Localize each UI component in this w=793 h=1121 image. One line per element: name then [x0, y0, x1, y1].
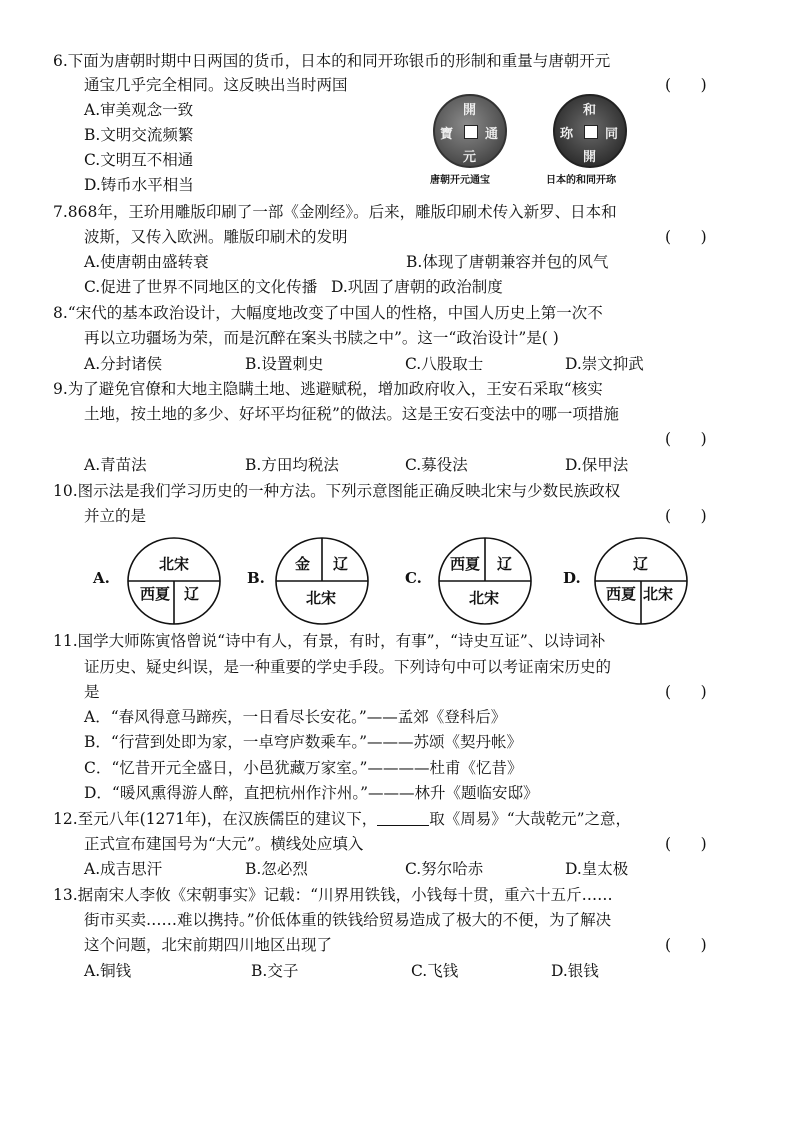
q11-option-c: C．“忆昔开元全盛日，小邑犹藏万家室。”————杜甫《忆昔》 — [84, 759, 523, 777]
coin-char-left: 寶 — [440, 127, 454, 142]
q9-option-a: A.青苗法 — [84, 456, 147, 474]
q10-diagram-b-top-right: 辽 — [333, 555, 349, 573]
q10-diagram-c-letter: C. — [405, 569, 422, 587]
q12-line-1-start: 12.至元八年(1271年)，在汉族儒臣的建议下， — [53, 810, 378, 828]
q6-option-a: A.审美观念一致 — [84, 101, 194, 119]
q10-line-1: 10.图示法是我们学习历史的一种方法。下列示意图能正确反映北宋与少数民族政权 — [53, 482, 621, 500]
q10-diagram-c-top-right: 辽 — [497, 555, 513, 573]
coin-square-hole — [584, 125, 598, 139]
q12-line-1 — [53, 808, 631, 830]
q13-answer-paren: ( ) — [665, 936, 707, 954]
q10-diagram-a-top: 北宋 — [159, 555, 190, 573]
q6-line-2: 通宝几乎完全相同。这反映出当时两国 — [84, 76, 348, 94]
q13-option-d: D.银钱 — [551, 962, 599, 980]
q8-option-c: C.八股取士 — [405, 355, 484, 373]
q10-diagram-b-top-left: 金 — [295, 555, 311, 573]
q9-option-b: B.方田均税法 — [245, 456, 339, 474]
q6-answer-paren: ( ) — [665, 76, 707, 94]
q8-line-1: 8.“宋代的基本政治设计，大幅度地改变了中国人的性格，中国人历史上第一次不 — [53, 304, 603, 322]
q10-diagram-c-bottom: 北宋 — [469, 589, 500, 607]
q11-line-2: 证历史、疑史纠误，是一种重要的学史手段。下列诗句中可以考证南宋历史的 — [84, 658, 612, 676]
q12-line-1-end: 取《周易》“大哉乾元”之意， — [429, 810, 632, 828]
q13-option-c: C.飞钱 — [411, 962, 459, 980]
q9-option-c: C.募役法 — [405, 456, 468, 474]
q10-diagram-d-letter: D. — [563, 569, 581, 587]
coin-char-right: 同 — [605, 127, 619, 142]
q10-diagram-a-circle — [126, 536, 222, 626]
q10-diagram-d-bottom-right: 北宋 — [643, 585, 674, 603]
coin-char-left: 珎 — [560, 127, 574, 142]
coin-char-right: 通 — [485, 127, 499, 142]
q7-answer-paren: ( ) — [665, 228, 707, 246]
q7-option-b: B.体现了唐朝兼容并包的风气 — [406, 253, 609, 271]
kaiyuan-coin-caption: 唐朝开元通宝 — [430, 175, 490, 186]
q8-line-2: 再以立功疆场为荣，而是沉醉在案头书牍之中”。这一“政治设计”是( ) — [84, 329, 559, 347]
q12-line-2: 正式宣布建国号为“大元”。横线处应填入 — [84, 835, 364, 853]
q10-line-2: 并立的是 — [84, 507, 147, 525]
q9-answer-paren: ( ) — [665, 430, 707, 448]
coin-char-top: 和 — [583, 103, 597, 118]
q6-option-d: D.铸币水平相当 — [84, 176, 194, 194]
q12-option-d: D.皇太极 — [565, 860, 629, 878]
coin-char-bottom: 開 — [583, 150, 597, 165]
q12-answer-paren: ( ) — [665, 835, 707, 853]
q11-option-a: A．“春风得意马蹄疾，一日看尽长安花。”——孟郊《登科后》 — [84, 708, 507, 726]
q10-diagram-d-circle — [593, 536, 689, 626]
q6-option-c: C.文明互不相通 — [84, 151, 194, 169]
q8-option-d: D.崇文抑武 — [565, 355, 644, 373]
q13-line-1: 13.据南宋人李攸《宋朝事实》记载：“川界用铁钱，小钱每十贯，重六十五斤…… — [53, 886, 613, 904]
q8-option-a: A.分封诸侯 — [84, 355, 163, 373]
q9-line-1: 9.为了避免官僚和大地主隐瞒土地、逃避赋税，增加政府收入，王安石采取“核实 — [53, 380, 603, 398]
coin-char-top: 開 — [463, 103, 477, 118]
q13-line-3: 这个问题，北宋前期四川地区出现了 — [84, 936, 333, 954]
q6-option-b: B.文明交流频繁 — [84, 126, 194, 144]
q7-line-2: 波斯，又传入欧洲。雕版印刷术的发明 — [84, 228, 348, 246]
q10-answer-paren: ( ) — [665, 507, 707, 525]
q10-diagram-b-bottom: 北宋 — [306, 589, 337, 607]
q10-diagram-c-circle — [437, 536, 533, 626]
kaiyuan-tongbao-coin-image — [433, 94, 507, 168]
wado-coin-caption: 日本的和同开珎 — [546, 175, 616, 186]
q10-diagram-c-top-left: 西夏 — [450, 555, 481, 573]
q10-diagram-d-top: 辽 — [633, 555, 649, 573]
q10-diagram-d-bottom-left: 西夏 — [606, 585, 637, 603]
q11-line-1: 11.国学大师陈寅恪曾说“诗中有人，有景，有时，有事”，“诗史互证”、以诗词补 — [53, 632, 606, 650]
q7-line-1: 7.868年，王玠用雕版印刷了一部《金刚经》。后来，雕版印刷术传入新罗、日本和 — [53, 203, 617, 221]
q11-option-b: B．“行营到处即为家，一卓穹庐数乘车。”———苏颂《契丹帐》 — [84, 733, 522, 751]
q10-diagram-b-letter: B. — [247, 569, 265, 587]
q10-diagram-a-letter: A. — [93, 569, 110, 587]
wado-kaichin-coin-image — [553, 94, 627, 168]
q12-option-b: B.忽必烈 — [245, 860, 308, 878]
coin-char-bottom: 元 — [463, 150, 477, 165]
q12-fill-blank — [377, 811, 429, 826]
q11-line-3: 是 — [84, 683, 100, 701]
coin-square-hole — [464, 125, 478, 139]
q11-option-d: D．“暖风熏得游人醉，直把杭州作汴州。”———林升《题临安邸》 — [84, 784, 539, 802]
q9-line-2: 土地，按土地的多少、好坏平均征税”的做法。这是王安石变法中的哪一项措施 — [84, 405, 619, 423]
q13-line-2: 街市买卖……难以携持。”价低体重的铁钱给贸易造成了极大的不便，为了解决 — [84, 911, 612, 929]
q7-option-d: D.巩固了唐朝的政治制度 — [331, 278, 503, 296]
q10-diagram-a-bottom-right: 辽 — [184, 585, 200, 603]
q10-diagram-a-bottom-left: 西夏 — [140, 585, 171, 603]
q10-diagram-b-circle — [274, 536, 370, 626]
q8-option-b: B.设置刺史 — [245, 355, 324, 373]
q7-option-c: C.促进了世界不同地区的文化传播 — [84, 278, 318, 296]
q11-answer-paren: ( ) — [665, 683, 707, 701]
q12-option-c: C.努尔哈赤 — [405, 860, 484, 878]
q6-line-1: 6.下面为唐朝时期中日两国的货币，日本的和同开珎银币的形制和重量与唐朝开元 — [53, 52, 611, 70]
q13-option-b: B.交子 — [251, 962, 299, 980]
q12-option-a: A.成吉思汗 — [84, 860, 163, 878]
q7-option-a: A.使唐朝由盛转衰 — [84, 253, 209, 271]
q9-option-d: D.保甲法 — [565, 456, 629, 474]
q13-option-a: A.铜钱 — [84, 962, 132, 980]
